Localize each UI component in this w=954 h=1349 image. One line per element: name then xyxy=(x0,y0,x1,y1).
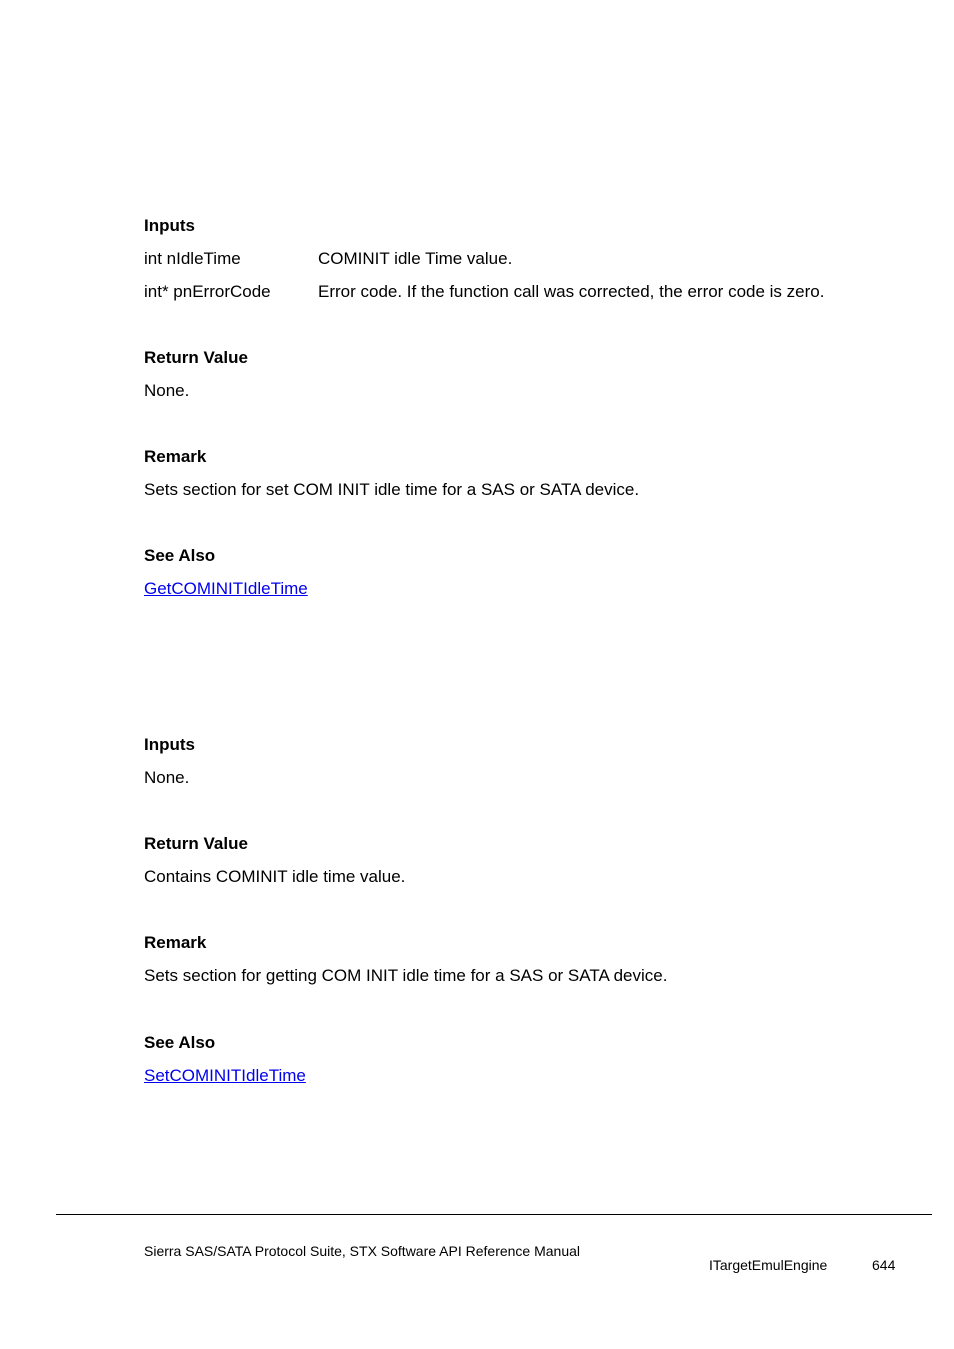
return-value-heading: Return Value xyxy=(144,834,248,853)
footer-manual-title: Sierra SAS/SATA Protocol Suite, STX Software API Reference Manual xyxy=(144,1243,581,1259)
param-name: int* pnErrorCode xyxy=(144,282,271,301)
see-also-heading: See Also xyxy=(144,1033,216,1052)
inputs-text: None. xyxy=(144,768,190,787)
remark-heading: Remark xyxy=(144,933,207,952)
remark-heading: Remark xyxy=(144,447,207,466)
footer-page-number: 644 xyxy=(872,1257,896,1273)
param-name: int nIdleTime xyxy=(144,249,241,268)
see-also-heading: See Also xyxy=(144,546,216,565)
footer-section-name: ITargetEmulEngine xyxy=(709,1257,828,1273)
see-also-link-set-cominit-idle-time[interactable]: SetCOMINITIdleTime xyxy=(144,1066,306,1085)
inputs-heading: Inputs xyxy=(144,735,195,754)
remark-text: Sets section for set COM INIT idle time for a SAS or SATA device. xyxy=(144,480,640,499)
return-value-heading: Return Value xyxy=(144,348,248,367)
see-also-link-get-cominit-idle-time[interactable]: GetCOMINITIdleTime xyxy=(144,579,308,598)
footer-divider xyxy=(56,1214,932,1215)
inputs-heading: Inputs xyxy=(144,216,195,235)
param-description: Error code. If the function call was corrected, the error code is zero. xyxy=(318,282,825,301)
return-value-text: Contains COMINIT idle time value. xyxy=(144,867,406,886)
return-value-text: None. xyxy=(144,381,190,400)
remark-text: Sets section for getting COM INIT idle time for a SAS or SATA device. xyxy=(144,966,668,985)
param-description: COMINIT idle Time value. xyxy=(318,249,513,268)
